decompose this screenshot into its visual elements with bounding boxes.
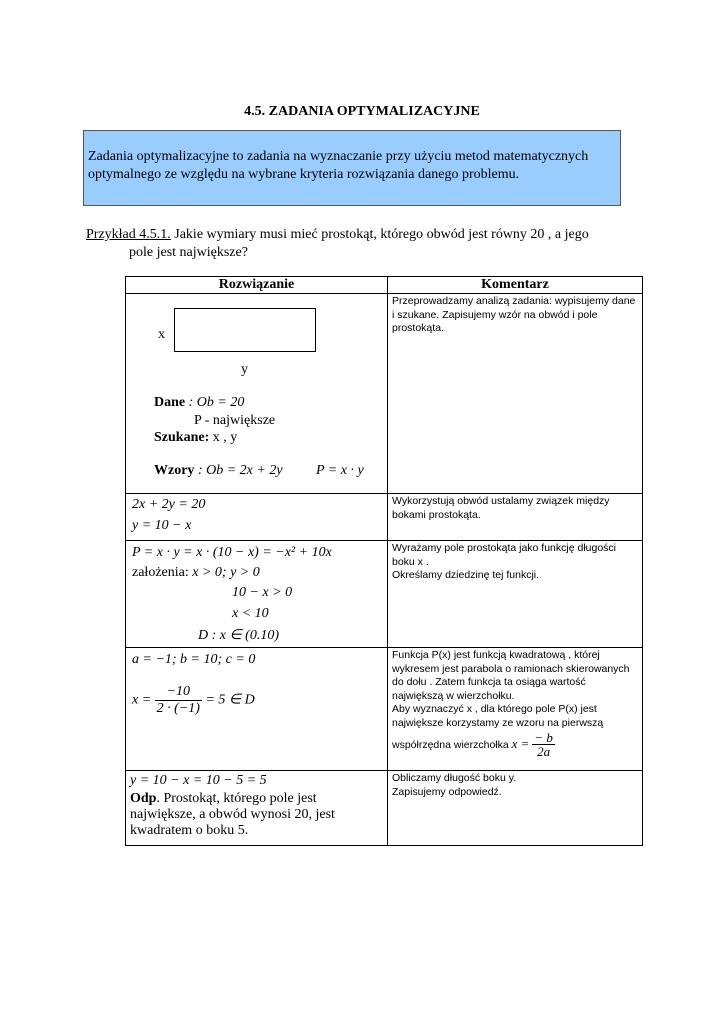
comment-cell-5: Obliczamy długość boku y. Zapisujemy odpowiedź.	[388, 771, 643, 846]
given-p-line: P - największe	[194, 413, 276, 428]
y-equation: y = 10 − x	[132, 518, 192, 533]
assumptions-line: założenia: x > 0; y > 0	[132, 565, 260, 580]
section-heading: 4.5. ZADANIA OPTYMALIZACYJNE	[244, 104, 480, 119]
table-row	[126, 648, 643, 771]
sought-line: Szukane: x , y	[154, 430, 238, 445]
table-row	[126, 294, 643, 494]
definition-line-1: Zadania optymalizacyjne to zadania na wyznaczanie przy użyciu metod matematycznych	[88, 149, 589, 164]
example-text-1: Jakie wymiary musi mieć prostokąt, którego obwód jest równy 20 , a jego	[170, 227, 589, 242]
header-solution: Rozwiązanie	[126, 277, 388, 294]
solution-table	[125, 276, 643, 846]
side-y-calculation: y = 10 − x = 10 − 5 = 5	[130, 773, 267, 788]
table-row	[126, 771, 643, 846]
vertex-calculation: x = $\frac{-10}{2 \cdot (-1)}$ = 5 ∈ D	[132, 684, 255, 716]
inequality-1: 10 − x > 0	[232, 585, 293, 600]
example-text-2: pole jest największe?	[129, 245, 248, 260]
formula-area: P = x · y	[316, 463, 364, 478]
table-header-row	[126, 277, 643, 294]
example-label: Przykład 4.5.1.	[86, 227, 171, 242]
inequality-2: x < 10	[232, 606, 269, 621]
comment-cell-4: Funkcja P(x) jest funkcją kwadratową , której wykresem jest parabola o ramionach skierowanych do dołu . Zatem funkcja ta osiąga wartość największą w wierzchołku. Aby wyznaczyć x , dla którego pole P(x) jest największe korzystamy ze wzoru na pierwszą współrzędna wierzchołka x = $\frac{- b}{2a}$	[388, 648, 643, 771]
formulas-line: Wzory : Ob = 2x + 2y	[154, 463, 283, 478]
comment-cell-1: Przeprowadzamy analizą zadania: wypisujemy dane i szukane. Zapisujemy wzór na obwód i pole prostokąta.	[388, 294, 643, 494]
rectangle-figure	[174, 308, 316, 352]
definition-box	[83, 130, 621, 206]
given-line: Dane : Ob = 20	[154, 395, 245, 410]
area-function: P = x · y = x · (10 − x) = −x² + 10x	[132, 545, 332, 560]
rect-x-label: x	[158, 327, 165, 342]
table-row	[126, 494, 643, 541]
comment-cell-2: Wykorzystują obwód ustalamy związek między bokami prostokąta.	[388, 494, 643, 541]
example-statement	[86, 226, 626, 262]
rect-y-label: y	[241, 362, 248, 377]
vertex-fraction: $\frac{-10}{2 \cdot (-1)}$	[156, 684, 200, 716]
answer: Odp. Prostokąt, którego pole jest największe, a obwód wynosi 20, jest kwadratem o boku 5.	[130, 791, 335, 838]
definition-line-2: optymalnego ze względu na wybrane kryteria rozwiązania danego problemu.	[88, 167, 520, 182]
domain-line: D : x ∈ (0.10)	[198, 628, 280, 643]
vertex-formula: $\frac{- b}{2a}$	[534, 729, 553, 760]
header-comment: Komentarz	[388, 277, 643, 294]
solution-cell-3	[126, 541, 387, 647]
solution-cell-4	[126, 648, 387, 770]
solution-cell-1	[126, 294, 387, 493]
solution-cell-2	[126, 494, 387, 540]
coefficients-line: a = −1; b = 10; c = 0	[132, 652, 256, 667]
comment-cell-3: Wyrażamy pole prostokąta jako funkcję długości boku x . Określamy dziedzinę tej funkcji.	[388, 541, 643, 648]
table-row	[126, 541, 643, 648]
perimeter-equation: 2x + 2y = 20	[132, 497, 206, 512]
